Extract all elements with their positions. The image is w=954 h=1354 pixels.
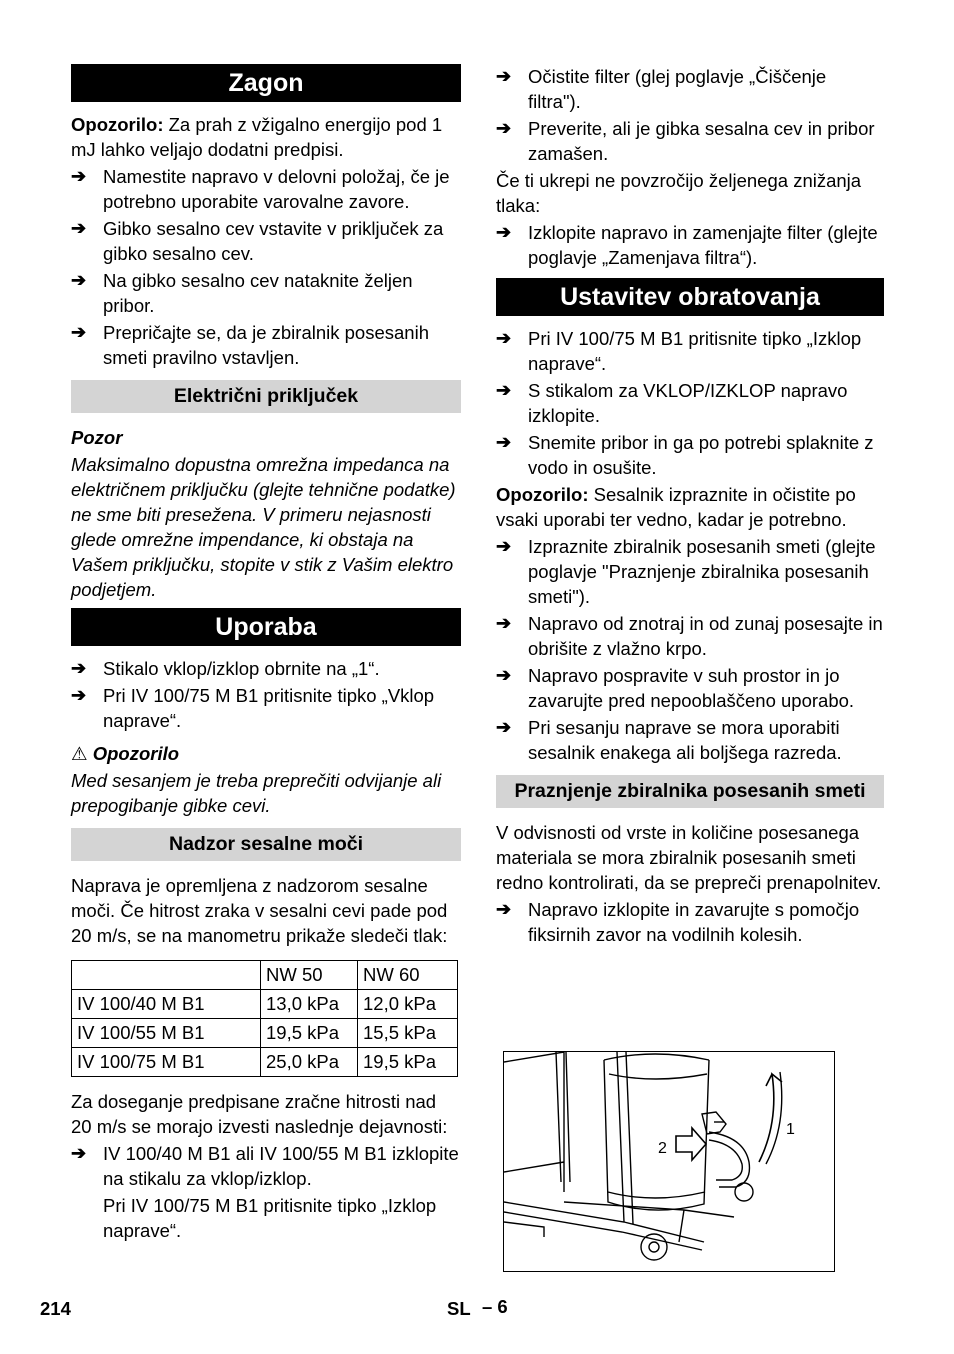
table-cell: 15,5 kPa xyxy=(358,1019,458,1048)
arrow-right-icon: ➔ xyxy=(496,118,512,138)
ustavitev-note-label: Opozorilo: xyxy=(496,484,589,505)
table-cell: 19,5 kPa xyxy=(358,1048,458,1077)
table-header-cell xyxy=(72,961,261,990)
list-item: ➔ Očistite filter (glej poglavje „Čiščenje filtra"). xyxy=(496,66,827,112)
zagon-note xyxy=(71,112,461,162)
list-item: ➔ Izklopite napravo in zamenjajte filter (glejte poglavje „Zamenjava filtra“). xyxy=(496,222,878,268)
list-item: ➔ Gibko sesalno cev vstavite v priključek za gibko sesalno cev. xyxy=(71,218,444,264)
arrow-right-icon: ➔ xyxy=(71,166,87,186)
list-item: ➔ Pri IV 100/75 M B1 pritisnite tipko „Izklop naprave“. xyxy=(496,328,862,374)
warning-heading: ⚠ Opozorilo xyxy=(71,743,180,764)
arrow-right-icon: ➔ xyxy=(71,1143,87,1163)
top-text: Če ti ukrepi ne povzročijo željenega znižanja tlaka: xyxy=(496,170,862,216)
table-cell: IV 100/75 M B1 xyxy=(72,1048,261,1077)
arrow-right-icon: ➔ xyxy=(496,66,512,86)
nadzor-text: Naprava je opremljena z nadzorom sesalne moči. Če hitrost zraka v sesalni cevi pade pod 20 m/s, se na manometru prikaže sledeči tlak: xyxy=(71,875,448,946)
list-item: ➔ S stikalom za VKLOP/IZKLOP napravo izklopite. xyxy=(496,380,848,426)
list-item: ➔ Stikalo vklop/izklop obrnite na „1“. xyxy=(71,658,380,679)
arrow-right-icon: ➔ xyxy=(496,380,512,400)
table-cell: 25,0 kPa xyxy=(261,1048,358,1077)
warning-triangle-icon: ⚠ xyxy=(71,743,88,764)
list-item: ➔ Prepričajte se, da je zbiralnik posesanih smeti pravilno vstavljen. xyxy=(71,322,429,368)
indented-text: Pri IV 100/75 M B1 pritisnite tipko „Izklop naprave“. xyxy=(103,1195,437,1241)
list-item: ➔ Napravo izklopite in zavarujte s pomočjo fiksirnih zavor na vodilnih kolesih. xyxy=(496,899,860,945)
arrow-right-icon: ➔ xyxy=(71,270,87,290)
table-cell: 12,0 kPa xyxy=(358,990,458,1019)
arrow-right-icon: ➔ xyxy=(496,899,512,919)
list-item: ➔ IV 100/40 M B1 ali IV 100/55 M B1 izklopite na stikalu za vklop/izklop. xyxy=(71,1143,459,1189)
arrow-right-icon: ➔ xyxy=(496,536,512,556)
warning-text: Med sesanjem je treba preprečiti odvijanje ali prepogibanje gibke cevi. xyxy=(71,770,442,816)
list-item: ➔ Snemite pribor in ga po potrebi splaknite z vodo in osušite. xyxy=(496,432,874,478)
list-item: ➔ Preverite, ali je gibka sesalna cev in pribor zamašen. xyxy=(496,118,875,164)
language-code: SL xyxy=(447,1298,471,1319)
list-item: ➔ Na gibko sesalno cev nataknite željen pribor. xyxy=(71,270,413,316)
figure-label-2: 2 xyxy=(658,1140,667,1157)
zagon-note-label: Opozorilo: xyxy=(71,114,164,135)
table-cell: 13,0 kPa xyxy=(261,990,358,1019)
vacuum-cart-drawing xyxy=(504,1052,834,1271)
arrow-right-icon: ➔ xyxy=(496,432,512,452)
pozor-label: Pozor xyxy=(71,427,123,448)
arrow-right-icon: ➔ xyxy=(496,613,512,633)
arrow-right-icon: ➔ xyxy=(496,222,512,242)
arrow-right-icon: ➔ xyxy=(71,685,87,705)
table-row xyxy=(72,990,458,1019)
after-table-text: Za doseganje predpisane zračne hitrosti nad 20 m/s se morajo izvesti naslednje dejavnosti: xyxy=(71,1091,448,1137)
table-header-cell: NW 60 xyxy=(358,961,458,990)
pressure-table xyxy=(71,960,458,1077)
ustavitev-note xyxy=(496,482,884,532)
arrow-right-icon: ➔ xyxy=(71,322,87,342)
zagon-note-text: Za prah z vžigalno energijo pod 1 mJ lahko veljajo dodatni predpisi. xyxy=(71,114,443,160)
pozor-text: Maksimalno dopustna omrežna impedanca na električnem priključku (glejte tehnične podatke) ne sme biti presežena. V primeru nejasnosti glede omrežne impendance, ki obstaja na Vašem priključku, stopite v stik z Vašim elektro podjetjem. xyxy=(71,454,456,600)
section-heading-praznjenje: Praznjenje zbiralnika posesanih smeti xyxy=(496,775,884,808)
list-item: ➔ Pri sesanju naprave se mora uporabiti sesalnik enakega ali boljšega razreda. xyxy=(496,717,842,763)
table-cell: IV 100/55 M B1 xyxy=(72,1019,261,1048)
list-item: ➔ Izpraznite zbiralnik posesanih smeti (glejte poglavje "Praznjenje zbiralnika posesanih smeti"). xyxy=(496,536,876,607)
list-item: ➔ Namestite napravo v delovni položaj, če je potrebno uporabite varovalne zavore. xyxy=(71,166,450,212)
arrow-right-icon: ➔ xyxy=(496,328,512,348)
arrow-right-icon: ➔ xyxy=(71,658,87,678)
section-heading-nadzor: Nadzor sesalne moči xyxy=(71,828,461,861)
sub-page-number: – 6 xyxy=(482,1296,508,1317)
right-column xyxy=(496,64,884,949)
ustavitev-note-text: Sesalnik izpraznite in očistite po vsaki uporabi ter vedno, kadar je potrebno. xyxy=(496,484,856,530)
table-header-row xyxy=(72,961,458,990)
arrow-right-icon: ➔ xyxy=(496,717,512,737)
list-item: ➔ Pri IV 100/75 M B1 pritisnite tipko „Vklop naprave“. xyxy=(71,685,435,731)
table-row xyxy=(72,1048,458,1077)
table-row xyxy=(72,1019,458,1048)
section-heading-elektricni: Električni priključek xyxy=(71,380,461,413)
section-heading-uporaba: Uporaba xyxy=(71,608,461,646)
list-item: ➔ Napravo od znotraj in od zunaj posesajte in obrišite z vlažno krpo. xyxy=(496,613,883,659)
arrow-right-icon: ➔ xyxy=(71,218,87,238)
table-header-cell: NW 50 xyxy=(261,961,358,990)
arrow-right-icon: ➔ xyxy=(496,665,512,685)
table-cell: 19,5 kPa xyxy=(261,1019,358,1048)
section-heading-ustavitev: Ustavitev obratovanja xyxy=(496,278,884,316)
table-cell: IV 100/40 M B1 xyxy=(72,990,261,1019)
figure-label-1: 1 xyxy=(786,1121,795,1138)
left-column xyxy=(71,64,461,1245)
section-heading-zagon: Zagon xyxy=(71,64,461,102)
list-item: ➔ Napravo pospravite v suh prostor in jo zavarujte pred nepooblaščeno uporabo. xyxy=(496,665,855,711)
page-number: 214 xyxy=(40,1298,71,1319)
device-illustration xyxy=(503,1051,835,1272)
praznjenje-text: V odvisnosti od vrste in količine posesanega materiala se mora zbiralnik posesanih smeti redno kontrolirati, da se prepreči prenapolnitev. xyxy=(496,822,882,893)
